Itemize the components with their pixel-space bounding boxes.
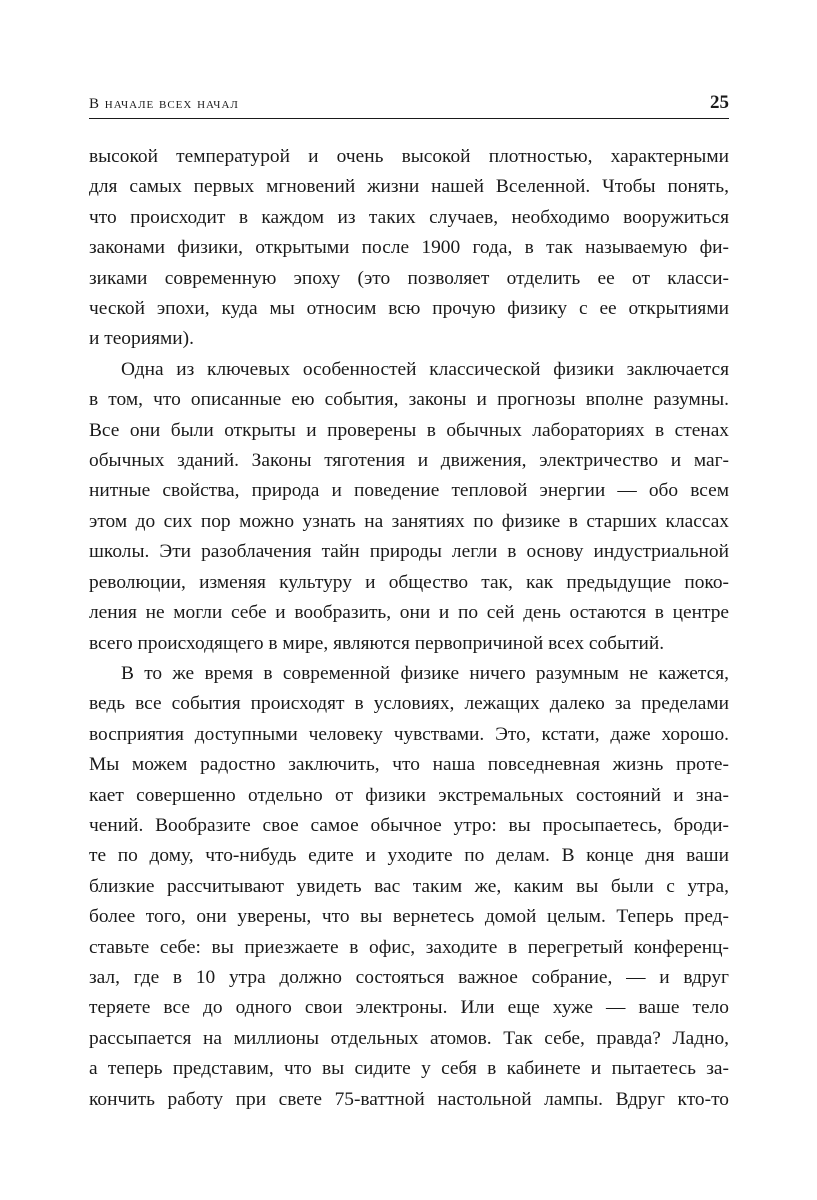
paragraph-1 (89, 142, 729, 355)
text-line: Одна из ключевых особенностей классической физики заключается (121, 358, 729, 380)
text-line: рассыпается на миллионы отдельных атомов. Так себе, правда? Ладно, (89, 1027, 729, 1049)
text-line: нитные свойства, природа и поведение тепловой энергии — обо всем (89, 480, 729, 502)
text-line: близкие рассчитывают увидеть вас таким же, каким вы были с утра, (89, 875, 729, 897)
paragraph-2 (89, 355, 729, 659)
text-line: те по дому, что-нибудь едите и уходите по делам. В конце дня ваши (89, 845, 729, 867)
text-line: что происходит в каждом из таких случаев, необходимо вооружиться (89, 206, 729, 228)
text-line: высокой температурой и очень высокой плотностью, характерными (89, 146, 729, 167)
text-line: ления не могли себе и вообразить, они и по сей день остаются в центре (89, 602, 729, 624)
text-line: Мы можем радостно заключить, что наша повседневная жизнь проте- (89, 754, 729, 776)
text-line: всего происходящего в мире, являются первопричиной всех событий. (89, 632, 665, 654)
text-line: зиками современную эпоху (это позволяет отделить ее от класси- (89, 267, 729, 289)
text-line: восприятия доступными человеку чувствами. Это, кстати, даже хорошо. (89, 723, 729, 745)
text-line: а теперь представим, что вы сидите у себя в кабинете и пытаетесь за- (89, 1058, 729, 1080)
text-line: ческой эпохи, куда мы относим всю прочую физику с ее открытиями (89, 298, 729, 320)
running-header (89, 88, 729, 119)
page-number: 25 (710, 92, 729, 113)
text-line: школы. Эти разоблачения тайн природы легли в основу индустриальной (89, 541, 729, 563)
text-line: революции, изменяя культуру и общество так, как предыдущие поко- (89, 571, 729, 593)
text-line: чений. Вообразите свое самое обычное утро: вы просыпаетесь, броди- (89, 814, 729, 836)
text-line: теряете все до одного свои электроны. Или еще хуже — ваше тело (89, 997, 729, 1019)
text-line: законами физики, открытыми после 1900 года, в так называемую фи- (89, 237, 729, 259)
text-line: в том, что описанные ею события, законы и прогнозы вполне разумны. (89, 389, 729, 411)
text-line: обычных зданий. Законы тяготения и движения, электричество и маг- (89, 450, 729, 472)
text-line: для самых первых мгновений жизни нашей Вселенной. Чтобы понять, (89, 176, 729, 198)
text-line: кончить работу при свете 75-ваттной настольной лампы. Вдруг кто-то (89, 1088, 729, 1110)
paragraph-3 (89, 659, 729, 1115)
body-text (89, 142, 729, 1115)
text-line: ведь все события происходят в условиях, лежащих далеко за пределами (89, 693, 729, 715)
text-line: зал, где в 10 утра должно состояться важное собрание, — и вдруг (89, 966, 729, 988)
text-line: этом до сих пор можно узнать на занятиях по физике в старших классах (89, 510, 729, 532)
text-line: кает совершенно отдельно от физики экстремальных состояний и зна- (89, 784, 729, 806)
text-line: Все они были открыты и проверены в обычных лабораториях в стенах (89, 419, 729, 441)
text-line: и теориями). (89, 328, 194, 350)
chapter-title: В начале всех начал (89, 96, 239, 112)
text-line: более того, они уверены, что вы вернетесь домой целым. Теперь пред- (89, 906, 729, 928)
text-line: ставьте себе: вы приезжаете в офис, заходите в перегретый конференц- (89, 936, 729, 958)
text-line: В то же время в современной физике ничего разумным не кажется, (121, 662, 729, 684)
